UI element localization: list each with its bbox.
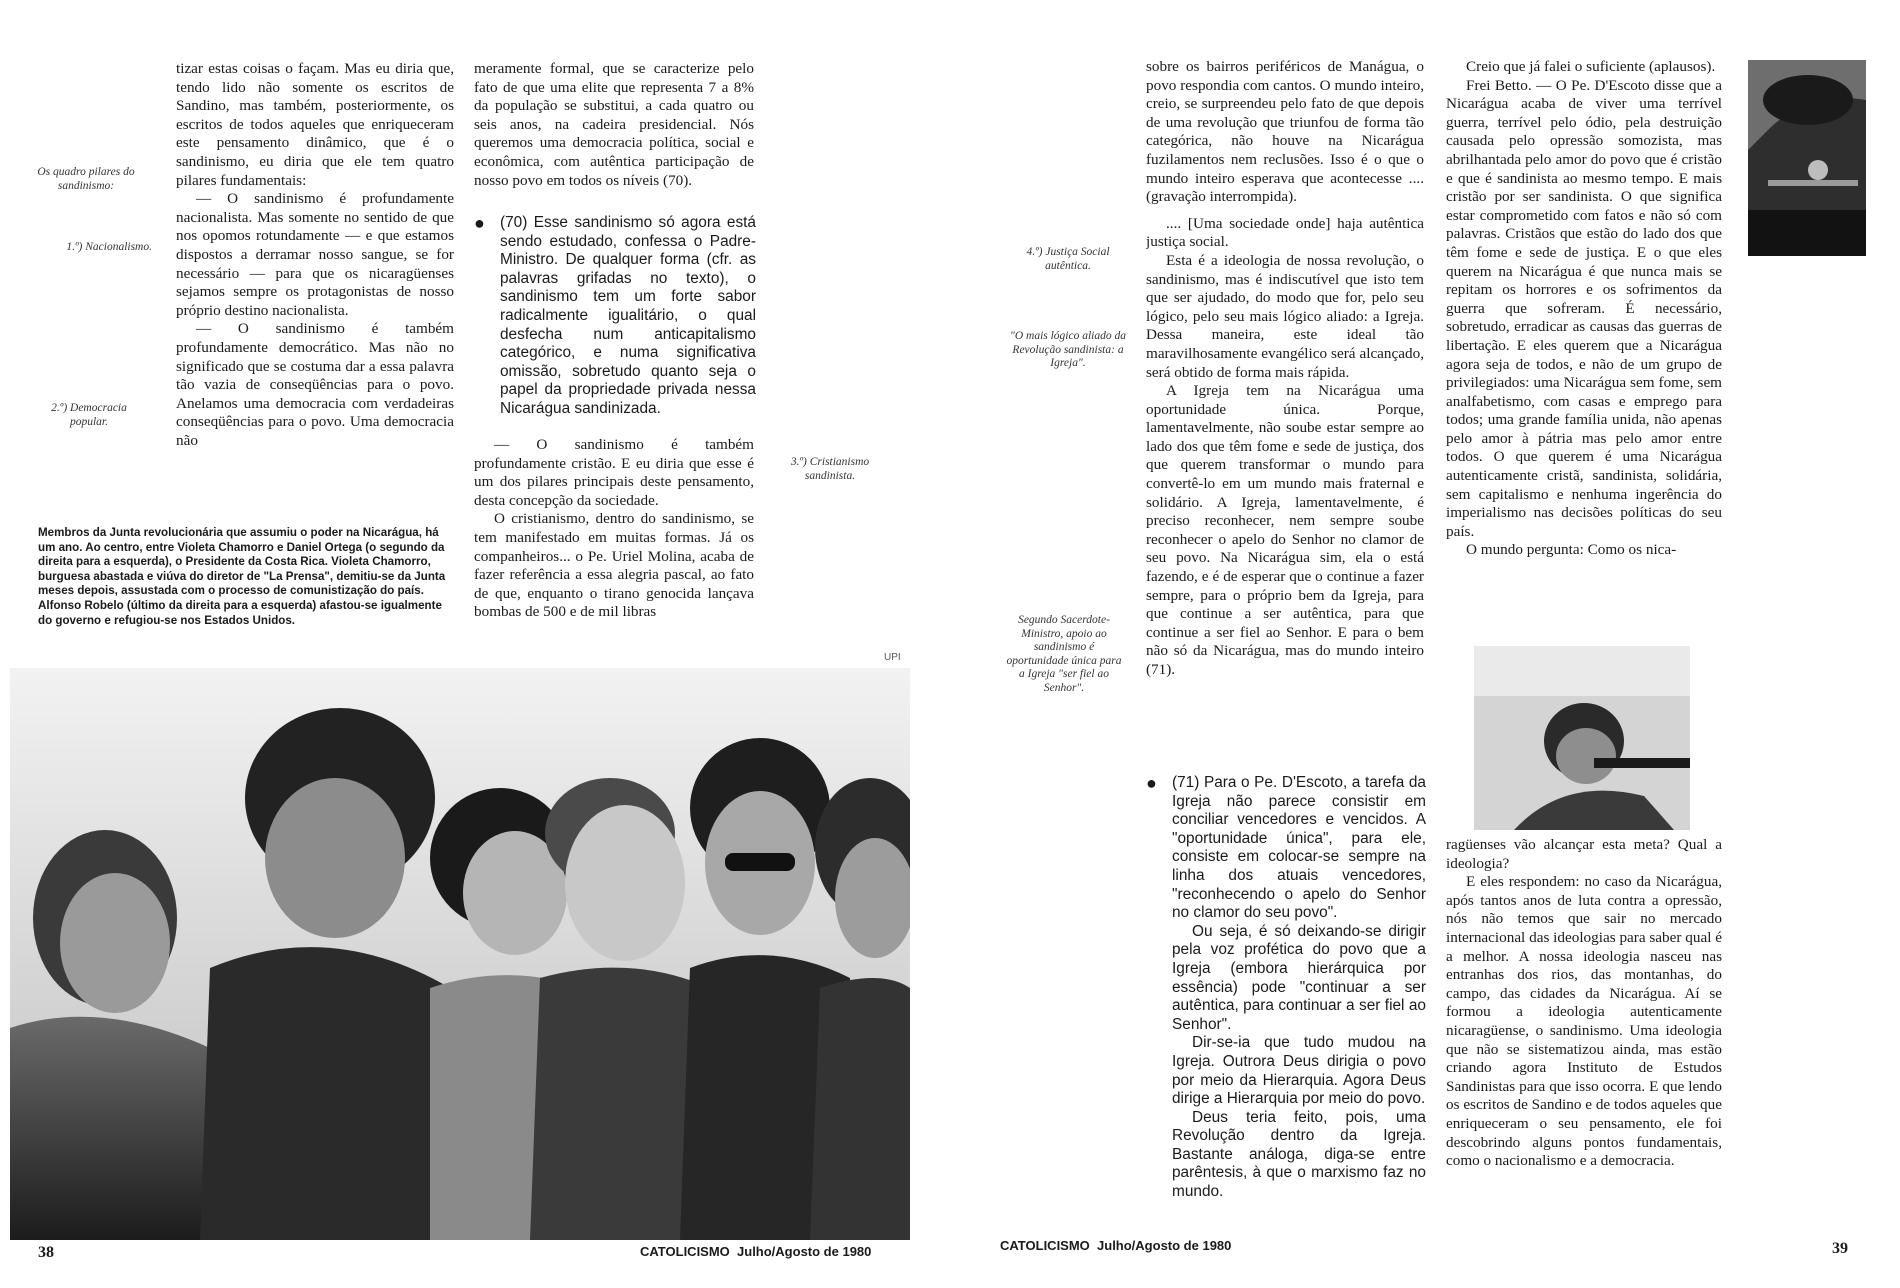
right-column-2	[1446, 58, 1722, 644]
page-number-right: 39	[1832, 1240, 1848, 1257]
page-number-left: 38	[38, 1244, 54, 1261]
left-column-1	[176, 60, 454, 490]
paragraph: E eles respondem: no caso da Nicarágua, após tantos anos de luta contra a opressão, nós não temos que sair no mercado internacional das ideologias para saber qual é a melhor. A nossa ideologia nasceu nas entranhas dos rios, das montanhas, do campo, das cidades da Nicarágua. Aí se formou a ideologia autenticamente nicaragüense, o sandinismo. Uma ideologia que não se sistematizou ainda, mas estão criando agora Instituto de Estudos Sandinistas para que isso ocorra. E que lendo os escritos de Sandino e de todos aqueles que enriqueceram o seu pensamento, ele foi descobrindo alguns pontos fundamentais, como o nacionalismo e a democracia.	[1446, 873, 1722, 1170]
side-note-justica: 4.º) Justiça Social autêntica.	[1026, 246, 1110, 272]
bullet-dot-icon: ●	[474, 214, 485, 233]
footer-right: CATOLICISMO Julho/Agosto de 1980	[1000, 1238, 1232, 1253]
paragraph: .... [Uma sociedade onde] haja autêntica justiça social.	[1146, 214, 1424, 251]
side-note-pillars: Os quadro pilares do sandinismo:	[37, 166, 135, 192]
paragraph: Frei Betto. — O Pe. D'Escoto disse que a Nicarágua acaba de viver uma terrível guerra, terrível pelo ódio, pela destruição causada pelo opressão somozista, mas abrilhantada pelo amor do povo que é cristão e que é sandinista ao mesmo tempo. E mais cristão por ser sandinista. O que significa estar comprometido com fatos e não só com palavras. Cristãos que estão do lado dos que têm fome e sede de justiça. E o que eles querem na Nicarágua é que nunca mais se repitam os horrores e os sofrimentos da guerra que sofreram. É necessário, sobretudo, erradicar as causas das guerras de libertação. E eles querem que a Nicarágua agora seja de todos, e não de um grupo de privilegiados: uma Nicarágua sem fome, sem analfabetismo, com casas e emprego para todos; uma grande família unida, não apenas pelo amor à pátria mas pelo amor entre todos. O que querem é uma Nicarágua autenticamente cristã, sandinista, solidária, sem capitalismo e nenhuma ingerência do imperialismo nas decisões políticas do seu país.	[1446, 76, 1722, 540]
side-note-nacionalismo: 1.º) Nacionalismo.	[66, 241, 152, 253]
comment-text: (70) Esse sandinismo só agora está sendo estudado, confessa o Padre-Ministro. De qualquer forma (cfr. as palavras grifadas no texto), o sandinismo tem um forte sabor radicalmente igualitário, o qual desfecha num anticapitalismo categórico, e numa significativa omissão, sobretudo quanto seja o papel da propriedade privada nessa Nicarágua sandinizada.	[500, 214, 756, 417]
side-note-democracia: 2.º) Democracia popular.	[51, 402, 127, 428]
photo-image	[1474, 646, 1690, 830]
soldier-photo	[1474, 646, 1690, 830]
right-column-1	[1146, 58, 1424, 770]
side-note-cristianismo: 3.º) Cristianismo sandinista.	[790, 456, 870, 482]
paragraph: sobre os bairros periféricos de Manágua, o povo respondia com cantos. O mundo inteiro, creio, se surpreendeu pelo fato de que depois de uma revolução que triunfou de forma tão categórica, não houve na Nicarágua fuzilamentos nem reclusões. Isso é o que o mundo inteiro esperava que acontecesse .... (gravação interrompida).	[1146, 58, 1424, 206]
comment-text: (71) Para o Pe. D'Escoto, a tarefa da Igreja não parece consistir em conciliar vencedores e vencidos. A "oportunidade única", para ele, consiste em colocar-se sempre na linha dos atuais vencedores, "reconhecendo o apelo do Senhor no clamor do seu povo".	[1172, 774, 1426, 922]
paragraph: O mundo pergunta: Como os nica-	[1466, 541, 1677, 559]
photo-image	[1748, 60, 1866, 256]
paragraph: A Igreja tem na Nicarágua uma oportunidade única. Porque, lamentavelmente, não soube estar sempre ao lado dos que têm fome e sede de justiça, dos que querem transformar o mundo para convertê-lo em um mundo mais fraternal e solidário. A Igreja, lamentavelmente, é preciso reconhecer, nem sempre soube reconhecer o apelo do Senhor no clamor de seu povo. Na Nicarágua sim, ela o está fazendo, e é de esperar que o continue a fazer sempre, para o próprio bem da Igreja, para que continue a ser autêntica, para que continue a ser fiel ao Senhor. E para o bem não só da Nicarágua, mas do mundo inteiro (71).	[1146, 382, 1424, 678]
left-column-2	[474, 60, 754, 210]
paragraph: — O sandinismo é profundamente nacionalista. Mas somente no sentido de que nos opomos rotundamente — e que estamos dispostos a derramar nosso sangue, se for necessário — para que os nicaragüenses sejamos sempre os protagonistas de nosso próprio destino nacionalista.	[176, 190, 454, 319]
paragraph: Creio que já falei o suficiente (aplausos).	[1466, 58, 1716, 75]
comment-71	[1146, 774, 1426, 1236]
paragraph: — O sandinismo é também profundamente democrático. Mas não no significado que se costuma dar a essa palavra tão vazia de conseqüências para o povo. Anelamos uma democracia com verdadeiras conseqüências para o povo. Uma democracia não	[176, 320, 454, 449]
side-note-oportunidade: Segundo Sacerdote-Ministro, apoio ao sandinismo é oportunidade única para a Igreja "ser fiel ao Senhor".	[1006, 614, 1122, 694]
footer-left: CATOLICISMO Julho/Agosto de 1980	[640, 1244, 872, 1259]
paragraph: meramente formal, que se caracterize pelo fato de que uma elite que representa 7 a 8% da população se substitui, a cada quatro ou seis anos, na cadeira presidencial. Nós queremos uma democracia política, social e econômica, com autêntica participação de nosso povo em todos os níveis (70).	[474, 60, 754, 189]
paragraph: tizar estas coisas o façam. Mas eu diria que, tendo lido não somente os escritos de Sandino, mas também, posteriormente, os escritos de todos aqueles que enriqueceram este pensamento dinâmico, que é o sandinismo, eu diria que ele tem quatro pilares fundamentais:	[176, 60, 454, 189]
photo-credit: UPI	[884, 652, 901, 663]
comment-text: Deus teria feito, pois, uma Revolução dentro da Igreja. Bastante análoga, diga-se entre parêntesis, à que o marxismo faz no mundo.	[1172, 1108, 1426, 1201]
comment-body	[1172, 774, 1426, 1236]
bullet-dot-icon: ●	[1146, 774, 1157, 793]
side-note-aliado: "O mais lógico aliado da Revolução sandinista: a Igreja".	[1010, 330, 1126, 369]
comment-text: Dir-se-ia que tudo mudou na Igreja. Outrora Deus dirigia o povo por meio da Hierarquia. Agora Deus dirige a Hierarquia por meio do povo.	[1172, 1034, 1426, 1108]
right-column-2-bottom	[1446, 836, 1722, 1236]
rifle-photo	[1748, 60, 1866, 256]
photo-caption: Membros da Junta revolucionária que assumiu o poder na Nicarágua, há um ano. Ao centro, entre Violeta Chamorro e Daniel Ortega (o segundo da direita para a esquerda), o Presidente da Costa Rica. Violeta Chamorro, burguesa abastada e viúva do diretor de "La Prensa", demitiu-se da Junta meses depois, assustada com o processo de comunistização do país. Alfonso Robelo (último da direita para a esquerda) afastou-se igualmente do governo e refugiou-se nos Estados Unidos.	[38, 526, 446, 627]
paragraph: Esta é a ideologia de nossa revolução, o sandinismo, mas é indiscutível que isto tem que ser ajudado, do modo que for, pelo seu lógico, pelo seu mais lógico aliado: a Igreja. Dessa maneira, este ideal tão maravilhosamente evangélico será alcançado, será obtido de forma mais rápida.	[1146, 251, 1424, 381]
paragraph: O cristianismo, dentro do sandinismo, se tem manifestado em muitas formas. Já os companheiros... o Pe. Uriel Molina, acaba de fazer referência a essa alegria pascal, ao fato de que, enquanto o tirano genocida lançava bombas de 500 e de mil libras	[474, 510, 754, 621]
comment-text: Ou seja, é só deixando-se dirigir pela voz profética do povo que a Igreja (embora hierárquica por essência) pode "continuar a ser autêntica, para continuar a ser fiel ao Senhor".	[1172, 922, 1426, 1033]
junta-photo	[10, 668, 910, 1240]
paragraph: ragüenses vão alcançar esta meta? Qual a ideologia?	[1446, 836, 1722, 872]
photo-image	[10, 668, 910, 1240]
paragraph: — O sandinismo é também profundamente cristão. E eu diria que esse é um dos pilares principais deste pensamento, desta concepção da sociedade.	[474, 436, 754, 509]
left-column-2-bottom	[474, 436, 754, 656]
comment-70	[474, 214, 756, 432]
